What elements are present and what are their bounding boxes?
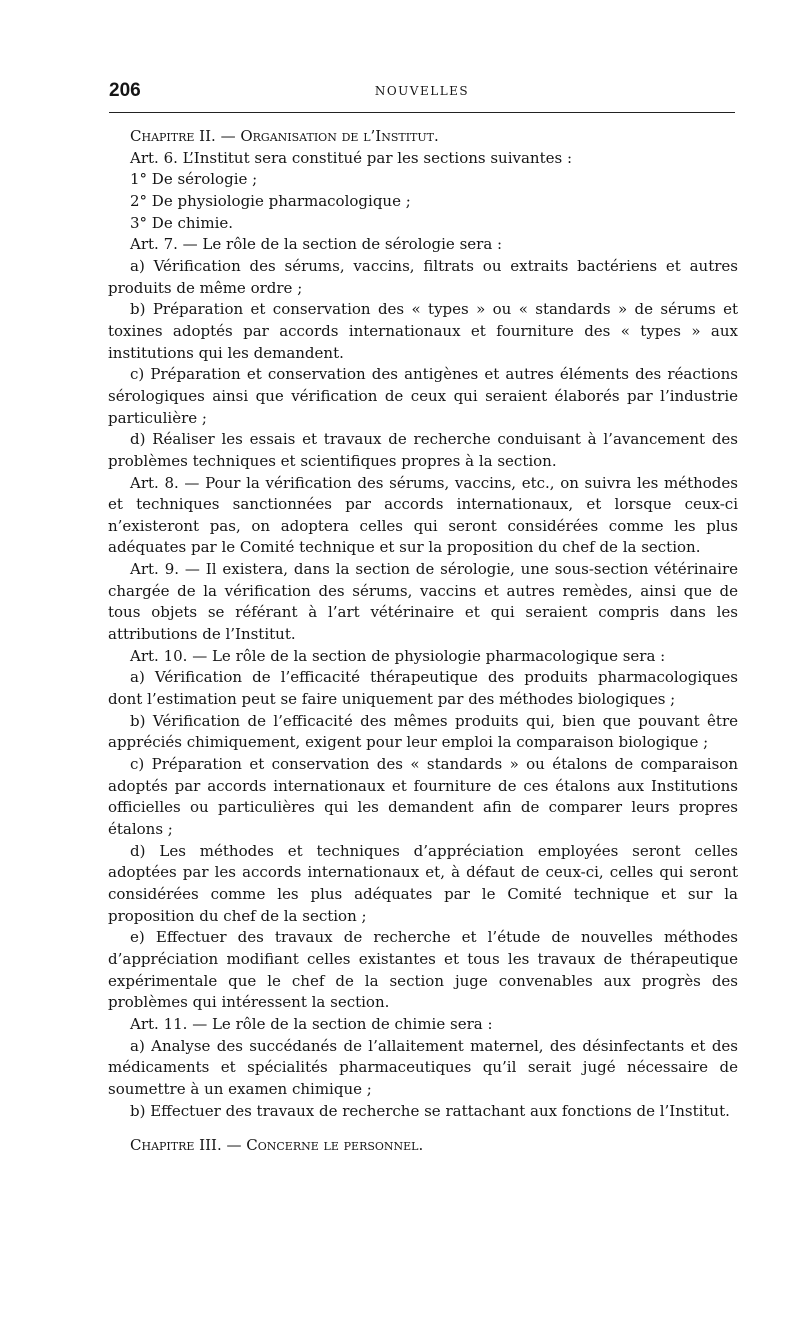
article-10: Art. 10. — Le rôle de la section de physiologie pharmacologique sera : (130, 646, 666, 665)
list-item: 3° De chimie. (130, 213, 234, 232)
list-item: a) Analyse des succédanés de l’allaitement maternel, des désinfectants et des médicaments et spécialités pharmaceutiques qu’il serait jugé nécessaire de soumettre à un examen chimique ; (108, 1036, 738, 1098)
list-item: c) Préparation et conservation des « standards » ou étalons de comparaison adoptés par accords internationaux et fourniture de ces étalons aux Institutions officielles ou particulières qui les demandent afin de comparer leurs propres étalons ; (108, 755, 738, 838)
list-item: b) Préparation et conservation des « types » ou « standards » de sérums et toxines adoptés par accords internationaux et fourniture des « types » aux institutions qui les demandent. (108, 300, 738, 362)
chapter-heading: Chapitre II. — Organisation de l’Institut. (130, 127, 439, 145)
list-item: d) Réaliser les essais et travaux de recherche conduisant à l’avancement des problèmes techniques et scientifiques propres à la section. (108, 430, 738, 470)
article-6: Art. 6. L’Institut sera constitué par les sections suivantes : (130, 148, 573, 167)
list-item: c) Préparation et conservation des antigènes et autres éléments des réactions sérologiques ainsi que vérification de ceux qui seraient élaborés par l’industrie particulière ; (108, 365, 738, 427)
article-9: Art. 9. — Il existera, dans la section de sérologie, une sous-section vétérinaire chargée de la vérification des sérums, vaccins et autres remèdes, ainsi que de tous objets se référant à l’art vétérinaire et qui seraient compris dans les attributions de l’Institut. (108, 560, 738, 644)
list-item: e) Effectuer des travaux de recherche et l’étude de nouvelles méthodes d’appréciation modifiant celles existantes et tous les travaux de thérapeutique expérimentale que le chef de la section juge convenables aux progrès des problèmes qui intéressent la section. (108, 928, 738, 1012)
list-item: b) Effectuer des travaux de recherche se rattachant aux fonctions de l’Institut. (130, 1101, 730, 1120)
chapter-heading: Chapitre III. — Concerne le personnel. (130, 1136, 424, 1155)
list-item: 2° De physiologie pharmacologique ; (130, 191, 411, 210)
list-item: a) Vérification des sérums, vaccins, filtrats ou extraits bactériens et autres produits de même ordre ; (108, 256, 738, 297)
article-7: Art. 7. — Le rôle de la section de sérologie sera : (130, 235, 503, 254)
page-number: 206 (109, 80, 141, 101)
list-item: d) Les méthodes et techniques d’appréciation employées seront celles adoptées par les accords internationaux et, à défaut de ceux-ci, celles qui seront considérées comme les plus adéquates par le Comité technique et sur la proposition du chef de la section ; (108, 841, 738, 925)
article-8: Art. 8. — Pour la vérification des sérums, vaccins, etc., on suivra les méthodes et techniques sanctionnées par accords internationaux, et lorsque ceux-ci n’existeront pas, on adoptera celles qui seront considérées comme les plus adéquates par le Comité technique et sur la proposition du chef de la section. (108, 473, 738, 557)
header-rule (109, 112, 735, 113)
body-text (108, 126, 738, 1157)
page-header (109, 80, 735, 116)
running-title: NOUVELLES (374, 84, 470, 98)
article-11: Art. 11. — Le rôle de la section de chimie sera : (130, 1014, 493, 1033)
list-item: a) Vérification de l’efficacité thérapeutique des produits pharmacologiques dont l’estimation peut se faire uniquement par des méthodes biologiques ; (108, 668, 738, 709)
list-item: 1° De sérologie ; (130, 170, 258, 189)
list-item: b) Vérification de l’efficacité des mêmes produits qui, bien que pouvant être appréciés chimiquement, exigent pour leur emploi la comparaison biologique ; (108, 711, 738, 752)
